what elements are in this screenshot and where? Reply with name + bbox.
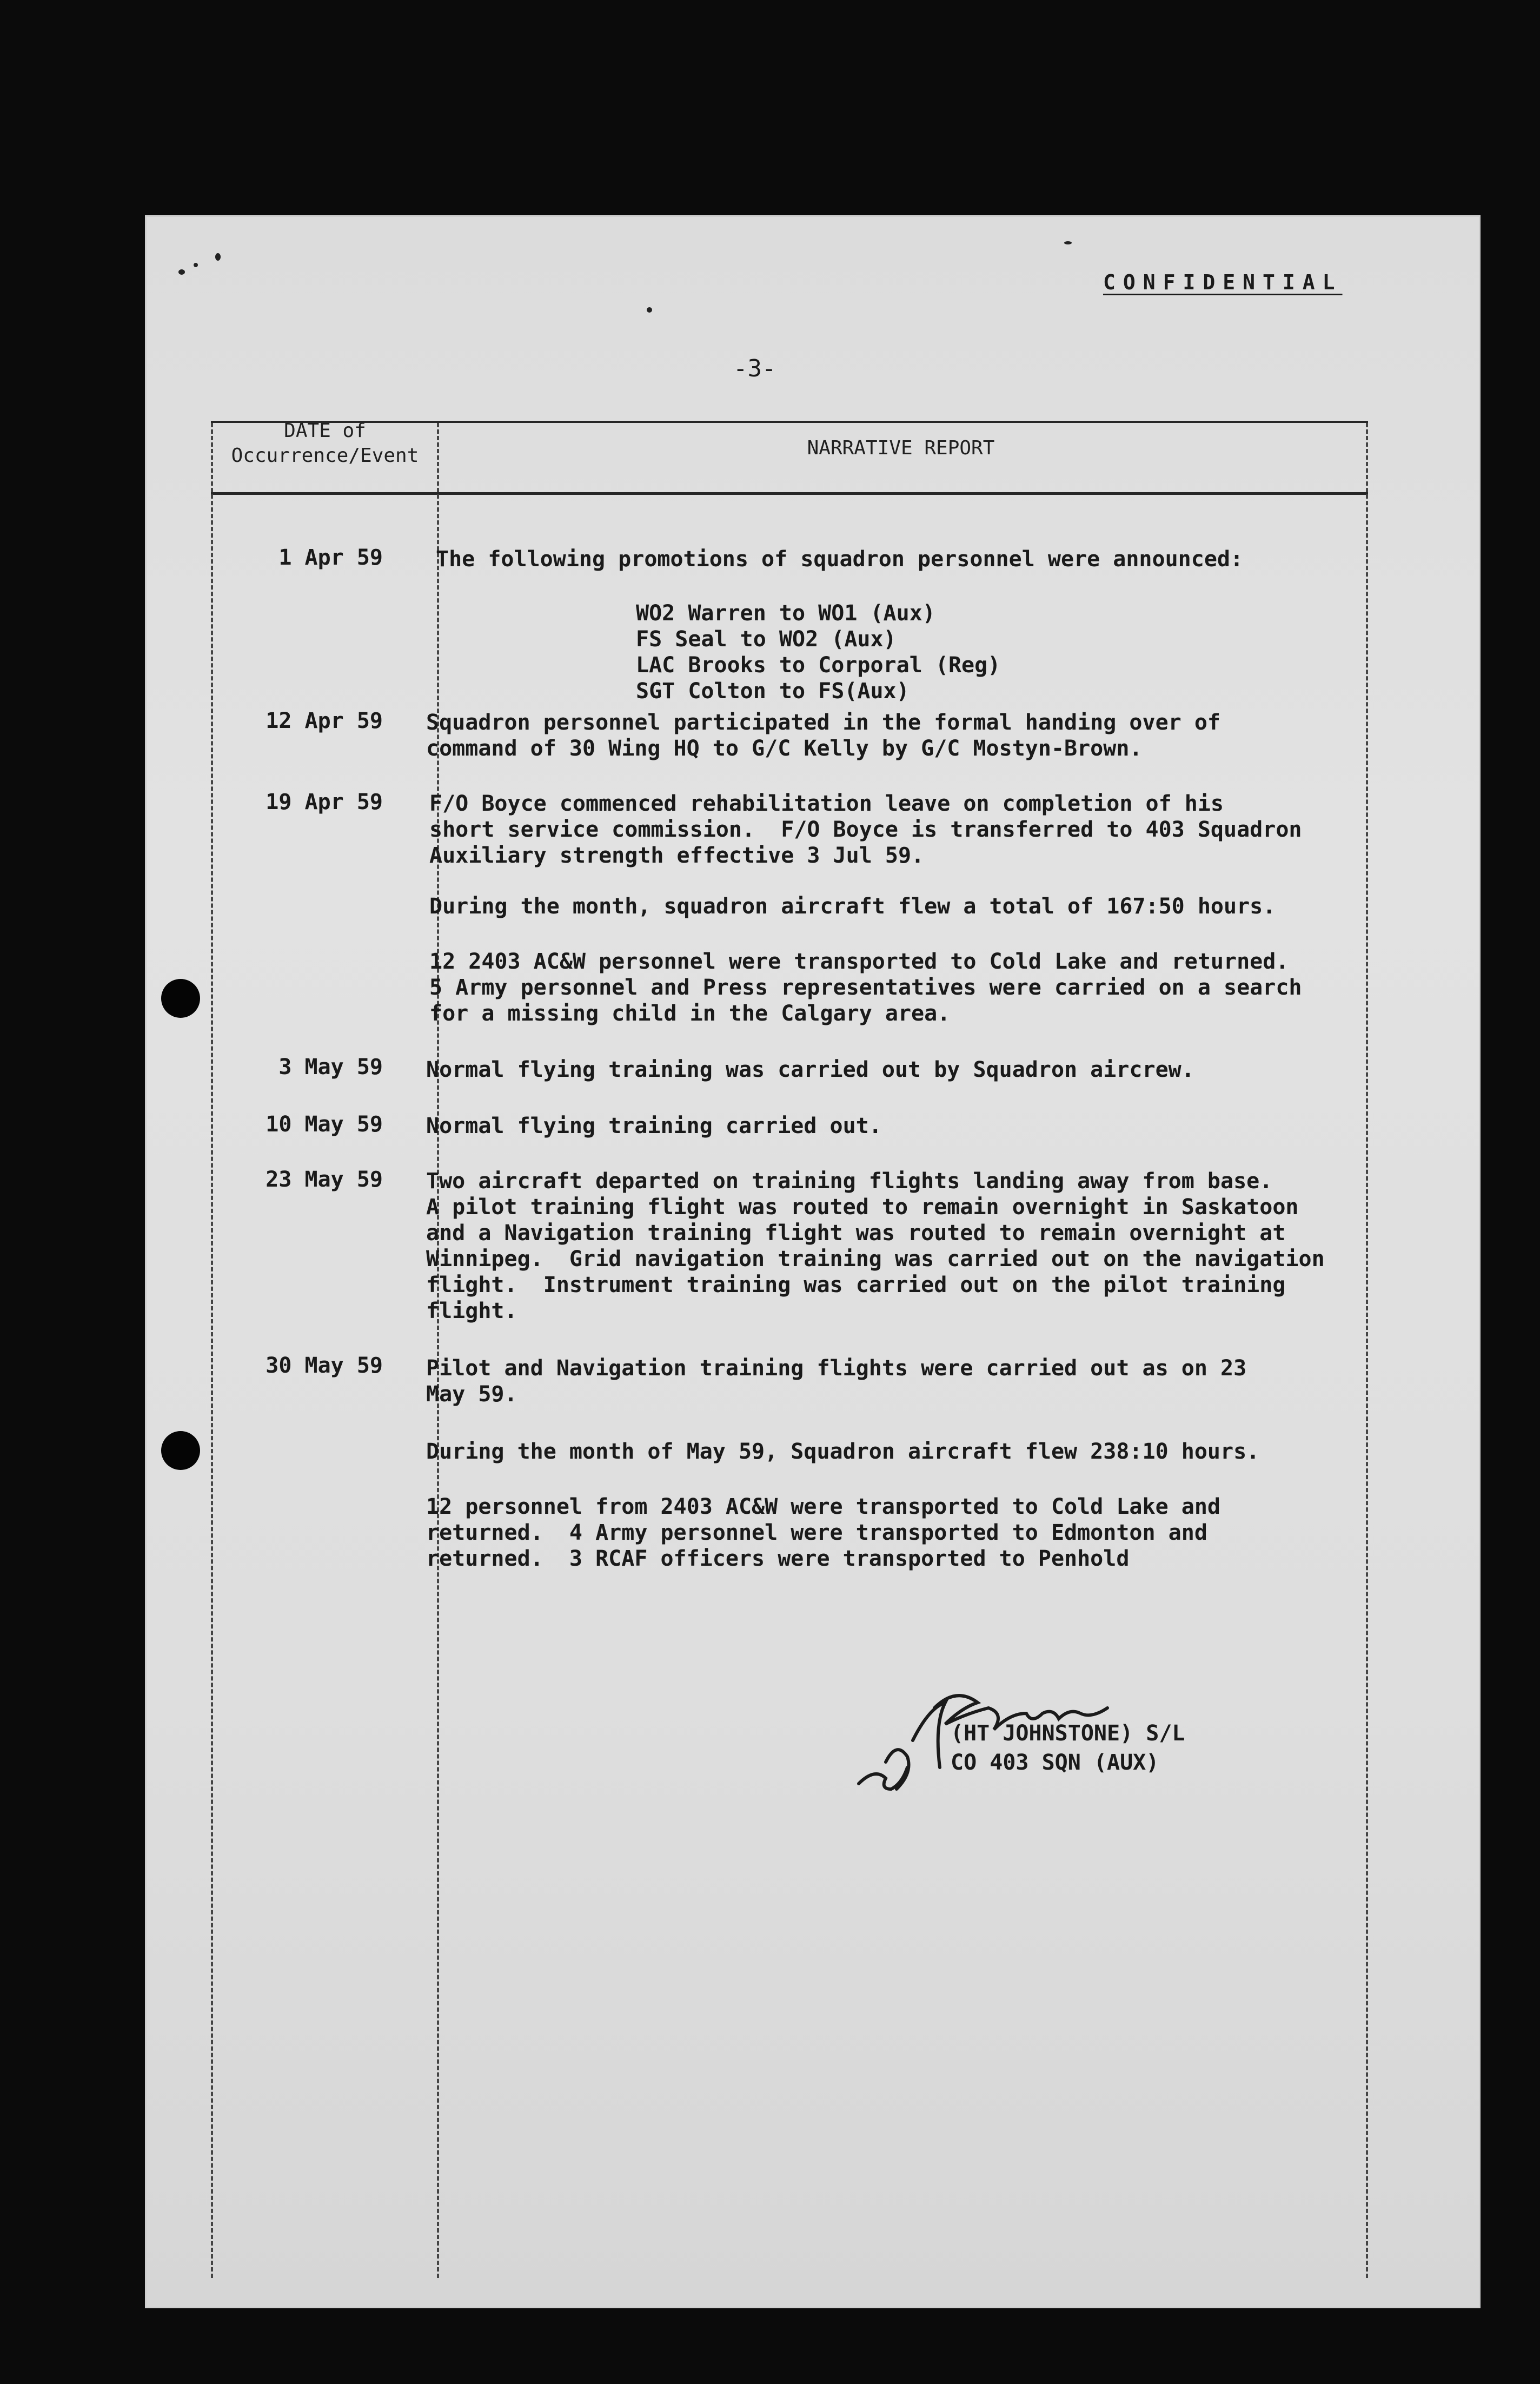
- entry-narrative: The following promotions of squadron personnel were announced:: [436, 547, 1244, 572]
- entry-narrative: F/O Boyce commenced rehabilitation leave on completion of his short service commission. F/O Boyce is transferred to 403 Squadron Auxiliary strength effective 3 Jul 59.: [429, 791, 1302, 868]
- document-page: [145, 215, 1481, 2308]
- entry-narrative: 12 2403 AC&W personnel were transported to Cold Lake and returned. 5 Army personnel and Press representatives were carried on a search for a missing child in the Calgary area.: [429, 949, 1302, 1026]
- punch-hole: [161, 1431, 200, 1470]
- narrative-column-header: NARRATIVE REPORT: [807, 437, 995, 459]
- entry-narrative: Squadron personnel participated in the formal handing over of command of 30 Wing HQ to G/C Kelly by G/C Mostyn-Brown.: [426, 710, 1221, 761]
- signatory-name: (HT JOHNSTONE) S/L: [951, 1721, 1185, 1746]
- entry-narrative: During the month of May 59, Squadron aircraft flew 238:10 hours.: [426, 1439, 1260, 1464]
- smudge: [647, 307, 652, 313]
- entry-date: 19 Apr 59: [265, 790, 383, 814]
- entry-narrative: Pilot and Navigation training flights were carried out as on 23 May 59.: [426, 1356, 1247, 1407]
- smudge: [194, 263, 198, 267]
- entry-narrative: Normal flying training was carried out by Squadron aircrew.: [426, 1057, 1194, 1082]
- entry-date: 10 May 59: [265, 1112, 383, 1137]
- table-header-rule: [211, 492, 1368, 495]
- entry-narrative: Normal flying training carried out.: [426, 1114, 882, 1138]
- entry-date: 1 Apr 59: [278, 545, 383, 570]
- smudge: [215, 253, 221, 261]
- table-left-border: [211, 423, 213, 2278]
- smudge: [178, 269, 185, 275]
- signatory-title: CO 403 SQN (AUX): [951, 1750, 1159, 1775]
- date-column-header: DATE of Occurrence/Event: [231, 420, 419, 467]
- smudge: [1064, 241, 1072, 244]
- punch-hole: [161, 979, 200, 1018]
- signature-block: [951, 1719, 1185, 1777]
- entry-date: 23 May 59: [265, 1167, 383, 1192]
- table-column-divider: [437, 423, 439, 2278]
- entry-date: 3 May 59: [278, 1055, 383, 1080]
- entry-date: 30 May 59: [265, 1353, 383, 1378]
- entry-narrative: During the month, squadron aircraft flew a total of 167:50 hours.: [429, 894, 1276, 919]
- page-number: -3-: [733, 355, 776, 382]
- entry-narrative: 12 personnel from 2403 AC&W were transported to Cold Lake and returned. 4 Army personnel were transported to Edmonton and returned. 3 RCAF officers were transported to Penhold: [426, 1494, 1221, 1571]
- table-right-border: [1366, 423, 1368, 2278]
- entry-date: 12 Apr 59: [265, 708, 383, 733]
- entry-narrative: Two aircraft departed on training flights landing away from base. A pilot training flight was routed to remain overnight in Saskatoon and a Navigation training flight was routed to remain overnight at Winnipeg. Grid navigation training was carried out on the navigation flight. Instrument training was carried out on the pilot training flight.: [426, 1169, 1325, 1323]
- promotion-list: WO2 Warren to WO1 (Aux) FS Seal to WO2 (Aux) LAC Brooks to Corporal (Reg) SGT Colton to FS(Aux): [636, 601, 1001, 704]
- classification-marking: CONFIDENTIAL: [1103, 270, 1343, 294]
